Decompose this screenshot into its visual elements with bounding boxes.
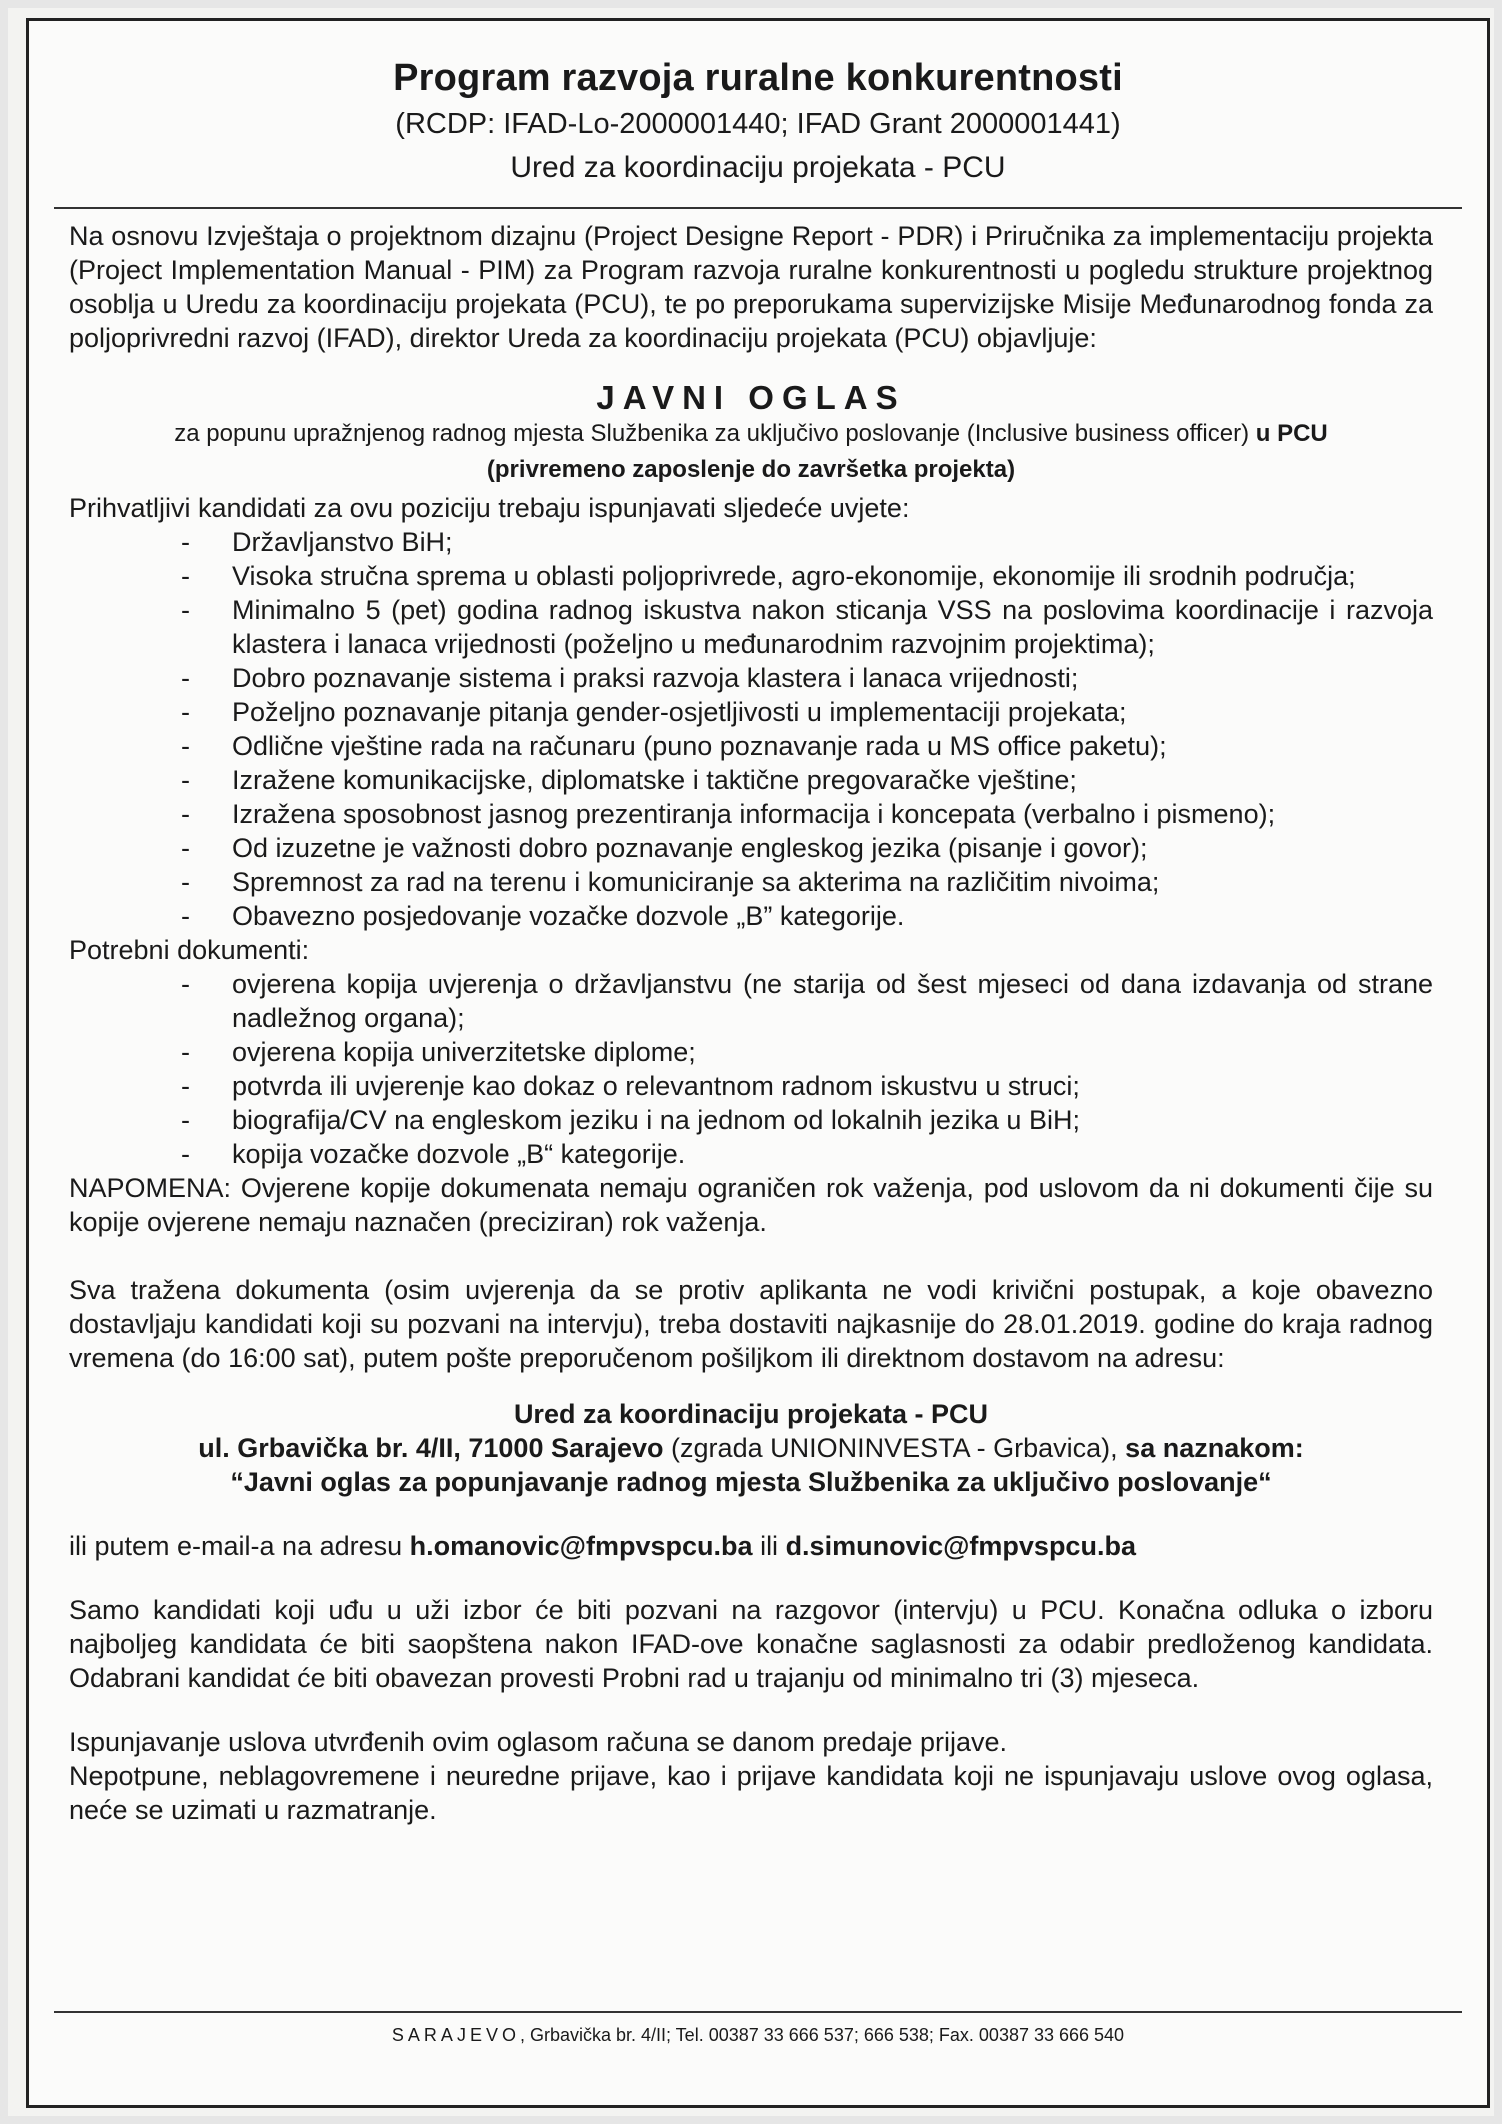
email-separator: ili	[752, 1531, 786, 1561]
email-link-2[interactable]: d.simunovic@fmpvspcu.ba	[785, 1531, 1136, 1561]
selection-paragraph: Samo kandidati koji uđu u uži izbor će biti pozvani na razgovor (intervju) u PCU. Konačna odluka o izboru najboljeg kandidata će biti saopštena nakon IFAD-ove konačne saglasnosti za odabir predloženog kandidata. Odabrani kandidat će biti obavezan provesti Probni rad u trajanju od minimalno tri (3) mjeseca.	[69, 1595, 1433, 1693]
list-item: - Visoka stručna sprema u oblasti poljoprivrede, agro-ekonomije, ekonomije ili srodnih područja;	[69, 559, 1433, 593]
postal-address	[69, 1397, 1433, 1499]
program-codes: (RCDP: IFAD-Lo-2000001440; IFAD Grant 2000001441)	[395, 108, 1121, 140]
header-divider	[54, 207, 1462, 209]
conditions-paragraph-2: Nepotpune, neblagovremene i neuredne prijave, kao i prijave kandidata koji ne ispunjavaju uslove ovog oglasa, neće se uzimati u razmatranje.	[69, 1761, 1433, 1825]
intro-paragraph: Na osnovu Izvještaja o projektnom dizajnu (Project Designe Report - PDR) i Priručnika za implementaciju projekta (Project Implementation Manual - PIM) za Program razvoja ruralne konkurentnosti u pogledu strukture projektnog osoblja u Uredu za koordinaciju projekata (PCU), te po preporukama supervizijske Misije Međunarodnog fonda za poljoprivredni razvoj (IFAD), direktor Ureda za koordinaciju projekata (PCU) objavljuje:	[69, 221, 1433, 353]
address-subject: “Javni oglas za popunjavanje radnog mjesta Službenika za uključivo poslovanje“	[230, 1467, 1272, 1497]
employment-type: (privremeno zaposlenje do završetka projekta)	[486, 456, 1016, 483]
list-item: - Izražena sposobnost jasnog prezentiranja informacija i koncepata (verbalno i pismeno);	[69, 797, 1433, 831]
position-text: za popunu upražnjenog radnog mjesta Službenika za uključivo poslovanje (Inclusive business officer)	[174, 420, 1250, 447]
announcement-frame	[26, 18, 1490, 2108]
list-item: - biografija/CV na engleskom jeziku i na jednom od lokalnih jezika u BiH;	[69, 1103, 1433, 1137]
spacer	[69, 1239, 1433, 1273]
program-title: Program razvoja ruralne konkurentnosti	[393, 57, 1123, 99]
announcement-title: JAVNI OGLAS	[596, 379, 906, 416]
email-link-1[interactable]: h.omanovic@fmpvspcu.ba	[409, 1531, 753, 1561]
list-item: - ovjerena kopija univerzitetske diplome;	[69, 1035, 1433, 1069]
requirements-heading: Prihvatljivi kandidati za ovu poziciju trebaju ispunjavati sljedeće uvjete:	[69, 493, 910, 523]
email-prefix: ili putem e-mail-a na adresu	[69, 1531, 410, 1561]
list-item: - Spremnost za rad na terenu i komuniciranje sa akterima na različitim nivoima;	[69, 865, 1433, 899]
list-item: - kopija vozačke dozvole „B“ kategorije.	[69, 1137, 1433, 1171]
footer-city: SARAJEVO	[391, 2025, 520, 2045]
list-item: - Državljanstvo BiH;	[69, 525, 1433, 559]
list-item: - ovjerena kopija uvjerenja o državljanstvu (ne starija od šest mjeseci od dana izdavanja od strane nadležnog organa);	[69, 967, 1433, 1035]
address-recipient: Ured za koordinaciju projekata - PCU	[513, 1399, 989, 1429]
list-item: - Obavezno posjedovanje vozačke dozvole „B” kategorije.	[69, 899, 1433, 933]
newspaper-page	[8, 8, 1494, 2116]
address-street	[69, 1431, 1433, 1465]
footer-contact	[29, 2025, 1487, 2046]
list-item: - Minimalno 5 (pet) godina radnog iskustva nakon sticanja VSS na poslovima koordinacije i razvoja klastera i lanaca vrijednosti (poželjno u međunarodnim razvojnim projektima);	[69, 593, 1433, 661]
address-street-text: ul. Grbavička br. 4/II, 71000 Sarajevo	[198, 1433, 664, 1463]
list-item: - Poželjno poznavanje pitanja gender-osjetljivosti u implementaciji projekata;	[69, 695, 1433, 729]
email-line	[69, 1529, 1433, 1563]
header	[29, 21, 1487, 185]
documents-list	[69, 967, 1433, 1171]
list-item: - Izražene komunikacijske, diplomatske i taktične pregovaračke vještine;	[69, 763, 1433, 797]
footer-divider	[54, 2011, 1462, 2013]
address-label: sa naznakom:	[1125, 1433, 1304, 1463]
address-building: (zgrada UNIONINVESTA - Grbavica),	[663, 1433, 1126, 1463]
submission-paragraph: Sva tražena dokumenta (osim uvjerenja da se protiv aplikanta ne vodi krivični postupak, a koje obavezno dostavljaju kandidati koji su pozvani na intervju), treba dostaviti najkasnije do 28.01.2019. godine do kraja radnog vremena (do 16:00 sat), putem pošte preporučenom pošiljkom ili direktnom dostavom na adresu:	[69, 1275, 1433, 1373]
list-item: - Od izuzetne je važnosti dobro poznavanje engleskog jezika (pisanje i govor);	[69, 831, 1433, 865]
documents-heading: Potrebni dokumenti:	[69, 935, 310, 965]
conditions-paragraph-1: Ispunjavanje uslova utvrđenih ovim oglasom računa se danom predaje prijave.	[69, 1727, 1008, 1757]
footer-details: , Grbavička br. 4/II; Tel. 00387 33 666 537; 666 538; Fax. 00387 33 666 540	[519, 2025, 1125, 2045]
list-item: - Dobro poznavanje sistema i praksi razvoja klastera i lanaca vrijednosti;	[69, 661, 1433, 695]
announcement-body	[29, 219, 1487, 1827]
list-item: - potvrda ili uvjerenje kao dokaz o relevantnom radnom iskustvu u struci;	[69, 1069, 1433, 1103]
position-description	[69, 417, 1433, 451]
list-item: - Odlične vještine rada na računaru (puno poznavanje rada u MS office paketu);	[69, 729, 1433, 763]
office-name: Ured za koordinaciju projekata - PCU	[510, 151, 1006, 184]
requirements-list	[69, 525, 1433, 933]
note-paragraph: NAPOMENA: Ovjerene kopije dokumenata nemaju ograničen rok važenja, pod uslovom da ni dokumenti čije su kopije ovjerene nemaju naznačen (preciziran) rok važenja.	[69, 1173, 1433, 1237]
position-location: u PCU	[1255, 420, 1328, 447]
